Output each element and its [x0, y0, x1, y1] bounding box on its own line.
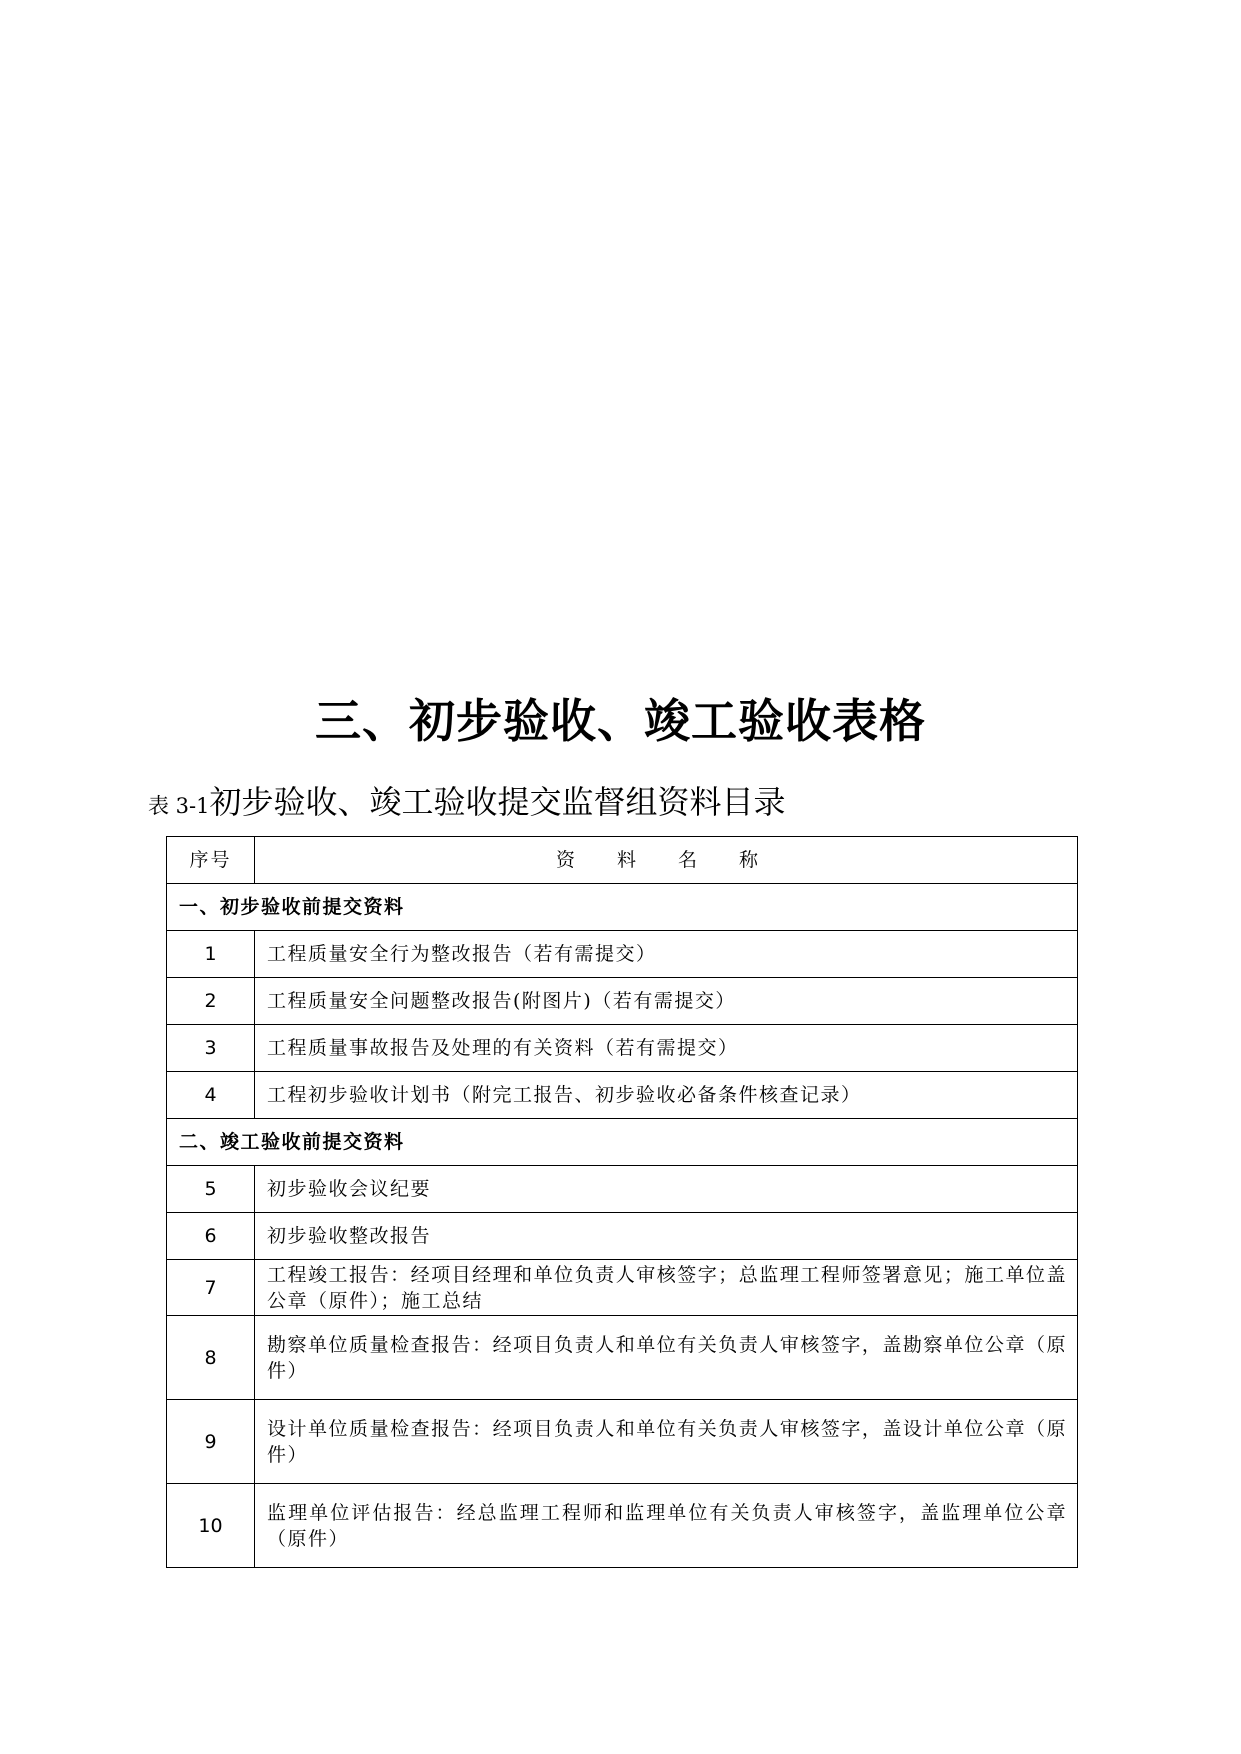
materials-catalog-table: [166, 836, 1078, 1568]
table-caption: [148, 780, 786, 830]
row-number: 7: [167, 1260, 255, 1316]
table-header-row: [167, 837, 1078, 884]
row-number: 2: [167, 978, 255, 1025]
row-number: 5: [167, 1166, 255, 1213]
row-material-name: 工程竣工报告：经项目经理和单位负责人审核签字；总监理工程师签署意见；施工单位盖公章（原件）；施工总结: [255, 1260, 1078, 1316]
section-row: [167, 884, 1078, 931]
row-material-name: 工程质量事故报告及处理的有关资料（若有需提交）: [255, 1025, 1078, 1072]
row-material-name: 勘察单位质量检查报告：经项目负责人和单位有关负责人审核签字，盖勘察单位公章（原件）: [255, 1316, 1078, 1400]
table-row: [167, 1166, 1078, 1213]
table-row: [167, 978, 1078, 1025]
table-row: [167, 1316, 1078, 1400]
row-material-name: 工程质量安全问题整改报告(附图片)（若有需提交）: [255, 978, 1078, 1025]
row-number: 6: [167, 1213, 255, 1260]
header-material-name: 资 料 名 称: [255, 837, 1078, 884]
row-material-name: 初步验收会议纪要: [255, 1166, 1078, 1213]
table-number: 表 3-1: [148, 794, 210, 818]
row-material-name: 设计单位质量检查报告：经项目负责人和单位有关负责人审核签字，盖设计单位公章（原件）: [255, 1400, 1078, 1484]
page-heading: 三、初步验收、竣工验收表格: [315, 694, 926, 748]
row-number: 10: [167, 1484, 255, 1568]
header-serial-number: 序号: [167, 837, 255, 884]
row-number: 3: [167, 1025, 255, 1072]
table-row: [167, 1484, 1078, 1568]
row-number: 8: [167, 1316, 255, 1400]
table-row: [167, 1260, 1078, 1316]
section-row: [167, 1119, 1078, 1166]
table-row: [167, 1400, 1078, 1484]
row-material-name: 工程初步验收计划书（附完工报告、初步验收必备条件核查记录）: [255, 1072, 1078, 1119]
table-row: [167, 1213, 1078, 1260]
table-row: [167, 931, 1078, 978]
row-number: 4: [167, 1072, 255, 1119]
table-title: 初步验收、竣工验收提交监督组资料目录: [209, 783, 786, 821]
section-title-preliminary: 一、初步验收前提交资料: [167, 884, 1078, 931]
row-material-name: 初步验收整改报告: [255, 1213, 1078, 1260]
row-number: 1: [167, 931, 255, 978]
row-number: 9: [167, 1400, 255, 1484]
row-material-name: 工程质量安全行为整改报告（若有需提交）: [255, 931, 1078, 978]
row-material-name: 监理单位评估报告：经总监理工程师和监理单位有关负责人审核签字，盖监理单位公章（原件）: [255, 1484, 1078, 1568]
table-row: [167, 1025, 1078, 1072]
section-title-completion: 二、竣工验收前提交资料: [167, 1119, 1078, 1166]
table-row: [167, 1072, 1078, 1119]
